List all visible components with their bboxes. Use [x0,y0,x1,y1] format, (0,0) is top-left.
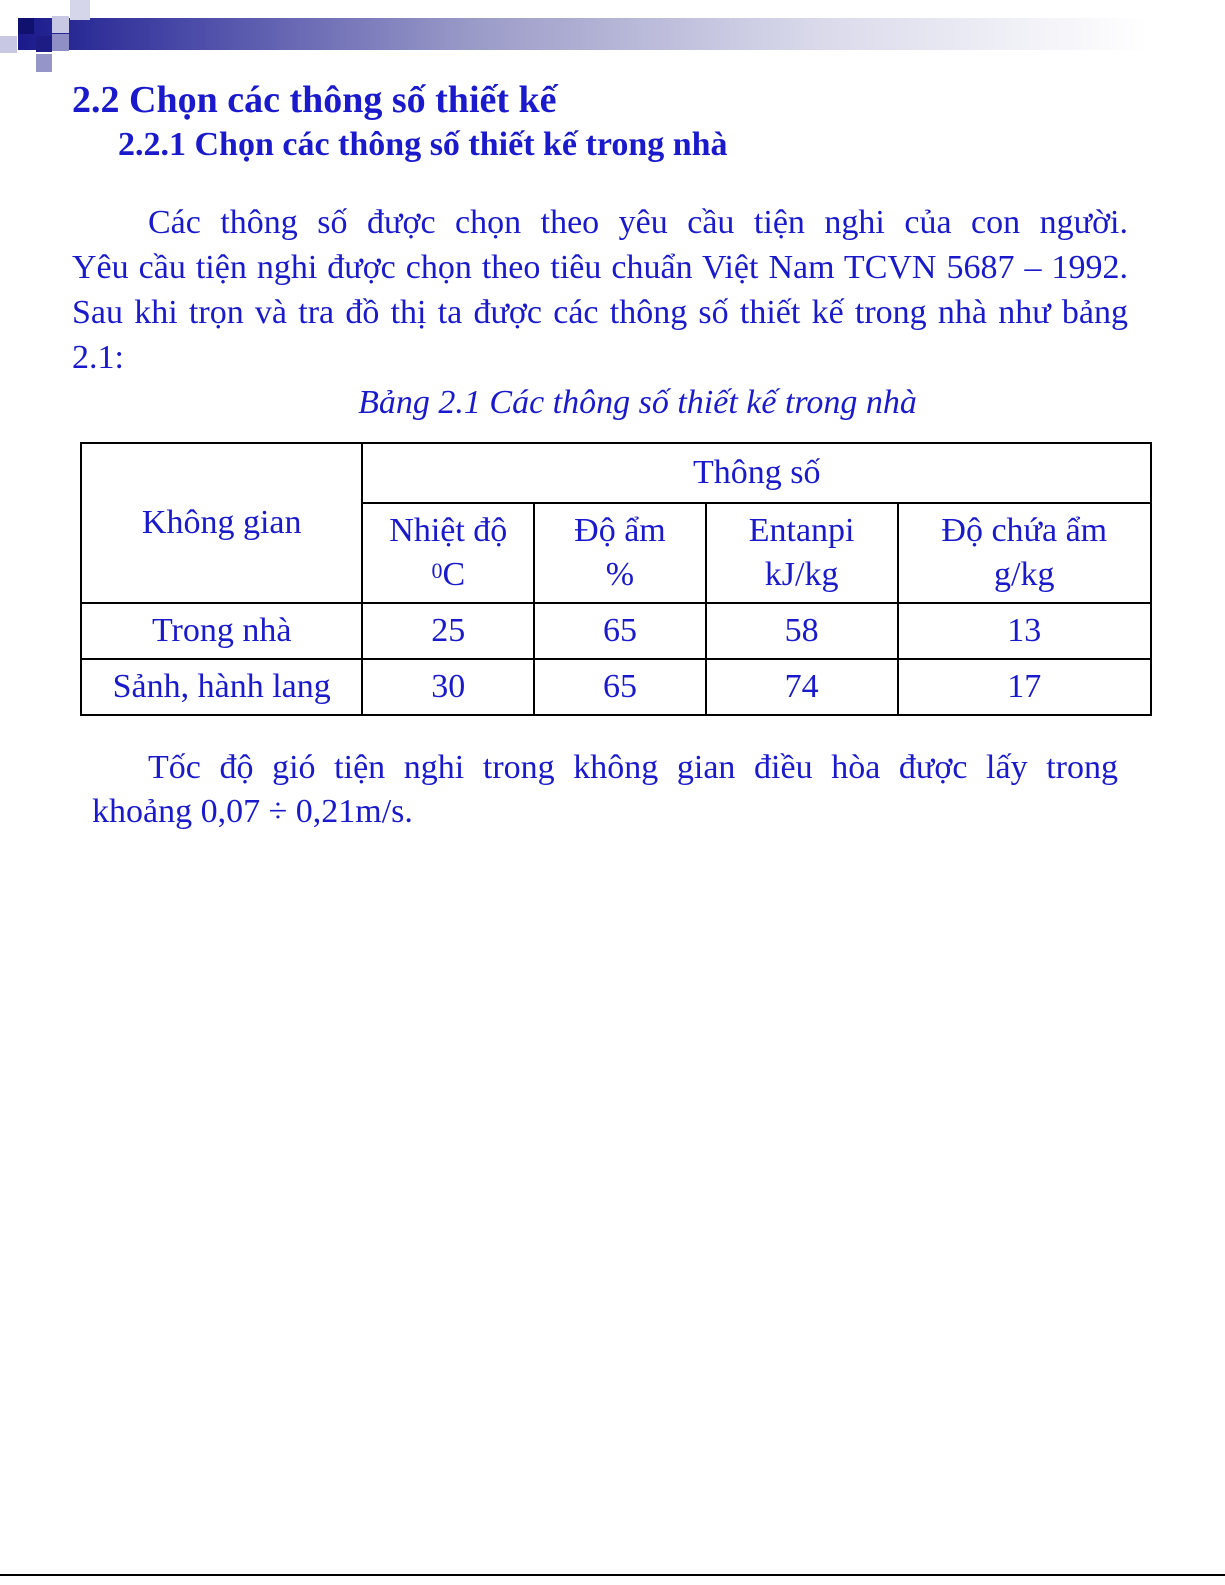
column-unit: % [605,556,635,593]
table-cell: 74 [706,659,898,715]
closing-second-line: khoảng 0,07 ÷ 0,21m/s. [92,793,413,830]
row-space-label: Trong nhà [81,603,362,659]
banner-square [36,36,52,52]
column-unit: C [442,556,466,593]
degree-superscript: 0 [431,558,443,583]
banner-square [52,34,69,51]
table-header-row [81,443,1151,503]
banner-square [70,0,90,20]
table-cell: 25 [362,603,534,659]
banner-gradient [18,18,1148,50]
column-header-temperature [362,503,534,603]
space-header: Không gian [81,443,362,603]
table-caption: Bảng 2.1 Các thông số thiết kế trong nhà [358,384,917,421]
parameters-group-header: Thông số [362,443,1151,503]
subsection-heading: 2.2.1 Chọn các thông số thiết kế trong nhà [118,126,728,163]
banner-square [52,16,69,33]
table-cell: 30 [362,659,534,715]
column-unit: kJ/kg [764,556,839,593]
intro-paragraph [72,200,1128,380]
bottom-rule [0,1574,1225,1576]
column-name: Nhiệt độ [389,512,508,549]
column-header-enthalpy [706,503,898,603]
intro-first-line: Các thông số được chọn theo yêu cầu tiện nghi của con người. [148,204,1128,241]
banner-square [18,18,34,34]
column-unit: g/kg [994,556,1055,593]
intro-rest: Yêu cầu tiện nghi được chọn theo tiêu chuẩn Việt Nam TCVN 5687 – 1992. Sau khi trọn và tra đồ thị ta được các thông số thiết kế trong nhà như bảng 2.1: [72,249,1128,376]
table-row [81,659,1151,715]
closing-paragraph [92,746,1118,834]
table-cell: 13 [898,603,1151,659]
table-cell: 65 [534,659,706,715]
table-cell: 65 [534,603,706,659]
banner-square [0,36,17,53]
column-name: Entanpi [748,512,855,549]
section-heading: 2.2 Chọn các thông số thiết kế [72,79,557,121]
table-cell: 58 [706,603,898,659]
table-row [81,603,1151,659]
banner-square [0,0,16,16]
table-cell: 17 [898,659,1151,715]
closing-first-line: Tốc độ gió tiện nghi trong không gian điều hòa được lấy trong [148,749,1118,786]
column-name: Độ ẩm [574,512,666,549]
column-header-moisture-content [898,503,1151,603]
design-parameters-table [80,442,1152,716]
column-header-humidity [534,503,706,603]
column-name: Độ chứa ẩm [941,512,1108,549]
banner-square [36,54,52,72]
row-space-label: Sảnh, hành lang [81,659,362,715]
